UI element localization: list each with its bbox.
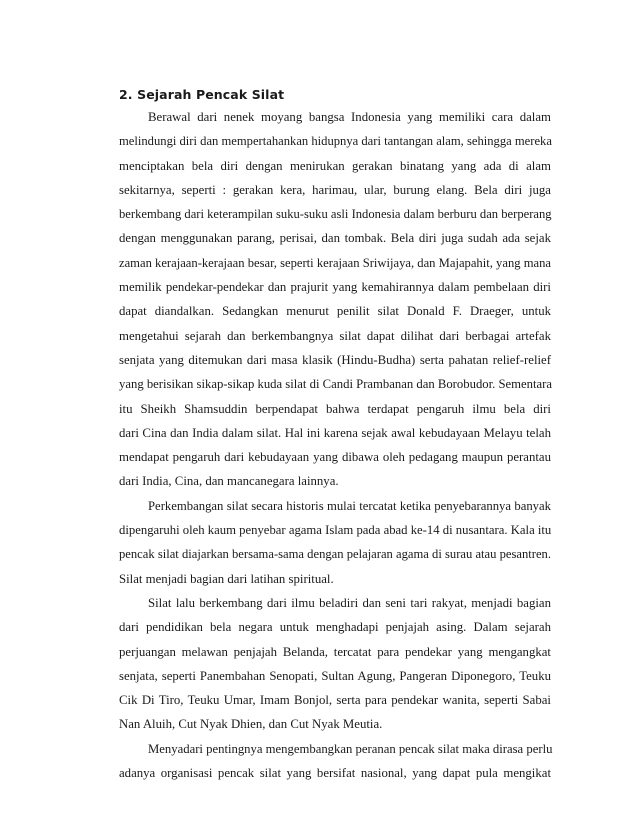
- text-line: Menyadari pentingnya mengembangkan peranan pencak silat maka dirasa perlu: [148, 741, 553, 756]
- text-line: Silat lalu berkembang dari ilmu beladiri dan seni tari rakyat, menjadi bagian: [148, 595, 551, 610]
- text-line: Perkembangan silat secara historis mulai tercatat ketika penyebarannya banyak: [148, 498, 551, 513]
- text-line: senjata, seperti Panembahan Senopati, Sultan Agung, Pangeran Diponegoro, Teuku: [119, 668, 551, 683]
- text-line: perjuangan melawan penjajah Belanda, tercatat para pendekar yang mengangkat: [119, 644, 551, 659]
- text-line: mendapat pengaruh dari kebudayaan yang dibawa oleh pedagang maupun perantau: [119, 450, 551, 465]
- text-line: pencak silat diajarkan bersama-sama dengan pelajaran agama di surau atau pesantren.: [119, 547, 551, 562]
- text-line: Berawal dari nenek moyang bangsa Indonesia yang memiliki cara dalam: [148, 110, 551, 124]
- text-line: memilik pendekar-pendekar dan prajurit yang kemahirannya dalam pembelaan diri: [119, 280, 551, 295]
- text-line: senjata yang ditemukan dari masa klasik (Hindu-Budha) serta pahatan relief-relief: [119, 352, 551, 367]
- text-line: dari pendidikan bela negara untuk menghadapi penjajah asing. Dalam sejarah: [119, 620, 551, 635]
- text-line: dari India, Cina, dan mancanegara lainnya.: [119, 474, 339, 489]
- text-line: dari Cina dan India dalam silat. Hal ini karena sejak awal kebudayaan Melayu telah: [119, 425, 551, 440]
- text-line: menciptakan bela diri dengan menirukan gerakan binatang yang ada di alam: [119, 158, 551, 173]
- text-line: Cik Di Tiro, Teuku Umar, Imam Bonjol, serta para pendekar wanita, seperti Sabai: [119, 693, 551, 708]
- text-line: dipengaruhi oleh kaum penyebar agama Islam pada abad ke-14 di nusantara. Kala itu: [119, 523, 552, 538]
- text-line: mengetahui sejarah dan berkembangnya silat dapat dilihat dari berbagai artefak: [119, 328, 551, 343]
- text-line: berkembang dari keterampilan suku-suku asli Indonesia dalam berburu dan berperang: [119, 207, 552, 222]
- text-line: dapat diandalkan. Sedangkan menurut penilit silat Donald F. Draeger, untuk: [119, 304, 551, 319]
- text-line: zaman kerajaan-kerajaan besar, seperti kerajaan Sriwijaya, dan Majapahit, yang mana: [119, 255, 551, 270]
- text-line: melindungi diri dan mempertahankan hidupnya dari tantangan alam, sehingga mereka: [119, 134, 552, 149]
- text-line: Silat menjadi bagian dari latihan spiritual.: [119, 571, 334, 586]
- text-line: adanya organisasi pencak silat yang bersifat nasional, yang dapat pula mengikat: [119, 766, 551, 781]
- text-line: Nan Aluih, Cut Nyak Dhien, dan Cut Nyak Meutia.: [119, 717, 383, 732]
- text-line: yang berisikan sikap-sikap kuda silat di Candi Prambanan dan Borobudor. Sementara: [119, 377, 553, 392]
- text-line: dengan menggunakan parang, perisai, dan tombak. Bela diri juga sudah ada sejak: [119, 231, 551, 246]
- section-heading: 2. Sejarah Pencak Silat: [119, 87, 285, 102]
- text-line: itu Sheikh Shamsuddin berpendapat bahwa terdapat pengaruh ilmu bela diri: [119, 401, 551, 416]
- body-text: [119, 105, 551, 785]
- text-line: sekitarnya, seperti : gerakan kera, harimau, ular, burung elang. Bela diri juga: [119, 182, 551, 197]
